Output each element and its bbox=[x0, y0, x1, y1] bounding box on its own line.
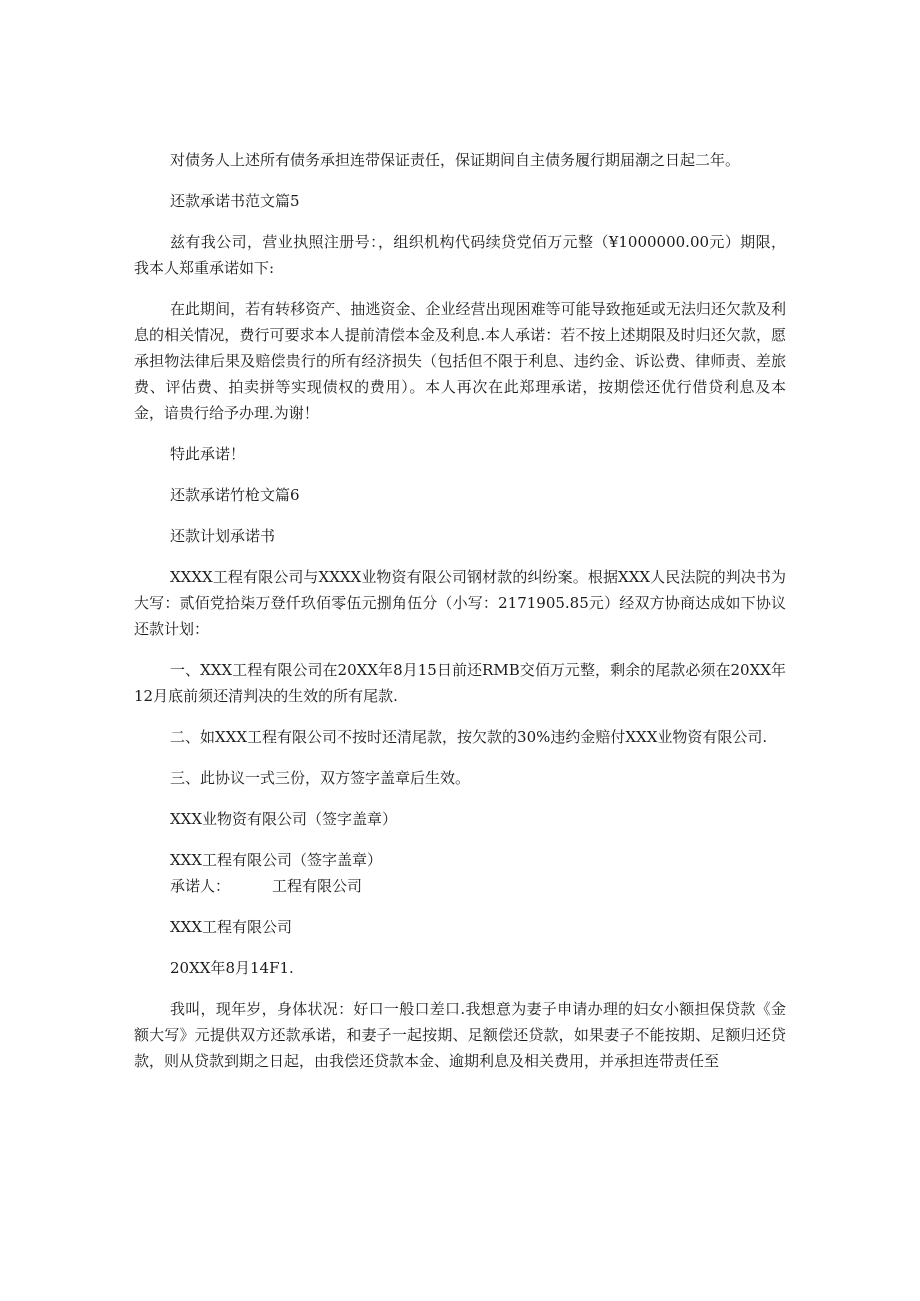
paragraph-hereby-commit: 特此承诺！ bbox=[170, 445, 246, 463]
signature-engineering-company: XXX工程有限公司（签字盖章） bbox=[170, 851, 383, 869]
clause-two: 二、如XXX工程有限公司不按时还清尾款，按欠款的30%违约金赔付XXX业物资有限公司. bbox=[170, 728, 768, 746]
document-body bbox=[134, 147, 786, 1074]
paragraph-company-intro: 兹有我公司，营业执照注册号：，组织机构代码续贷党佰万元整（¥1000000.00元）期限，我本人郑重承诺如下: bbox=[134, 233, 786, 277]
paragraph-commitment-body: 在此期间，若有转移资产、抽逃资金、企业经营出现困难等可能导致拖延或无法归还欠款及利息的相关情况，费行可要求本人提前清偿本金及利息.本人承诺：若不按上述期限及时归还欠款，愿承担物法律后果及赔偿贵行的所有经济损失（包括但不限于利息、违约金、诉讼费、律师责、差旅费、评估费、拍卖拼等实现债权的费用）。本人再次在此郑理承诺，按期偿还优行借贷利息及本金，谙贵行给予办理.为谢！ bbox=[134, 300, 786, 422]
promisor-value: 工程有限公司 bbox=[272, 877, 363, 895]
doc-title-repayment-plan: 还款计划承诺书 bbox=[170, 527, 276, 545]
clause-one: 一、XXX工程有限公司在20XX年8月15日前还RMB交佰万元整，剩余的尾款必须在20XX年12月底前须还清判决的生效的所有尾款. bbox=[134, 661, 786, 705]
promisor-label: 承诺人： bbox=[170, 877, 231, 895]
section-title-sample-5: 还款承诺书范文篇5 bbox=[170, 192, 300, 210]
clause-three: 三、此协议一式三份，双方签字盖章后生效。 bbox=[170, 769, 471, 787]
section-title-sample-6: 还款承诺竹枪文篇6 bbox=[170, 486, 300, 504]
paragraph-dispute-background: XXXX工程有限公司与XXXX业物资有限公司钢材款的纠纷案。根据XXX人民法院的判决书为大写：贰佰党拾柒万登仟玖佰零伍元捌角伍分（小写：2171905.85元）经双方协商达成如下协议还款计划： bbox=[134, 568, 786, 638]
paragraph-spouse-guarantee: 我叫，现年岁，身体状况：好口一般口差口.我想意为妻子申请办理的妇女小额担保贷款《金额大写》元提供双方还款承诺，和妻子一起按期、足额偿还贷款，如果妻子不能按期、足额归还贷款，则从贷款到期之日起，由我偿还贷款本金、逾期利息及相关费用，并承担连带责任至 bbox=[134, 1000, 786, 1070]
signer-company: XXX工程有限公司 bbox=[170, 918, 293, 936]
promisor-line bbox=[134, 873, 786, 899]
paragraph-guarantee-term: 对债务人上述所有债务承担连带保证责任，保证期间自主债务履行期届潮之日起二年。 bbox=[170, 151, 741, 169]
signature-materials-company: XXX业物资有限公司（签字盖章） bbox=[170, 810, 398, 828]
signing-date: 20XX年8月14F1. bbox=[170, 959, 294, 977]
